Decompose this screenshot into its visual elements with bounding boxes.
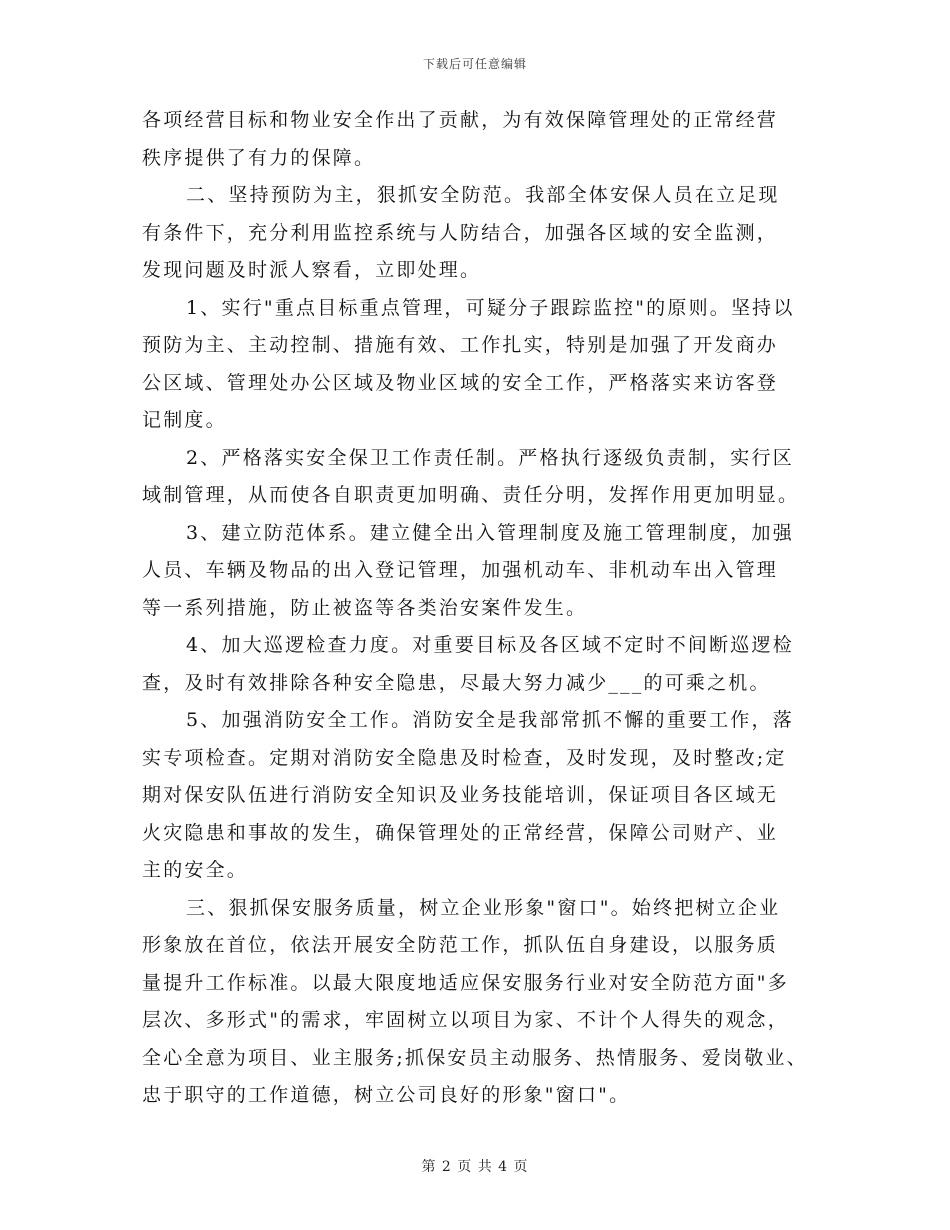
text-line: 量提升工作标准。以最大限度地适应保安服务行业对安全防范方面"多 (142, 971, 789, 994)
paragraph-item-3 (142, 515, 822, 628)
page-number-footer: 第 2 页 共 4 页 (421, 1159, 529, 1175)
text-line: 秩序提供了有力的保障。 (142, 146, 376, 169)
paragraph-section-3 (142, 890, 822, 1115)
text-line: 2、严格落实安全保卫工作责任制。严格执行逐级负责制，实行区 (186, 446, 794, 469)
text-line: 等一系列措施，防止被盗等各类治安案件发生。 (142, 596, 588, 619)
text-line: 公区域、管理处办公区域及物业区域的安全工作，严格落实来访客登 (142, 371, 779, 394)
page-header: 下载后可任意编辑 (422, 57, 527, 71)
text-line: 各项经营目标和物业安全作出了贡献，为有效保障管理处的正常经营 (142, 109, 779, 131)
paragraph-item-1 (142, 290, 822, 440)
text-line: 期对保安队伍进行消防安全知识及业务技能培训，保证项目各区域无 (142, 784, 779, 806)
text-line: 4、加大巡逻检查力度。对重要目标及各区域不定时不间断巡逻检 (186, 634, 794, 656)
text-line: 三、狠抓保安服务质量，树立企业形象"窗口"。始终把树立企业 (186, 896, 781, 919)
text-line: 主的安全。 (142, 859, 249, 881)
text-line: 实专项检查。定期对消防安全隐患及时检查，及时发现，及时整改;定 (142, 746, 787, 769)
text-line: 层次、多形式"的需求，牢固树立以项目为家、不计个人得失的观念， (142, 1009, 789, 1031)
text-line: 形象放在首位，依法开展安全防范工作，抓队伍自身建设，以服务质 (142, 934, 779, 956)
text-line: 记制度。 (142, 409, 227, 431)
text-line: 域制管理，从而使各自职责更加明确、责任分明，发挥作用更加明显。 (142, 484, 800, 506)
text-line: 忠于职守的工作道德，树立公司良好的形象"窗口"。 (142, 1084, 631, 1106)
paragraph-item-4 (142, 627, 822, 702)
document-body (142, 102, 822, 1115)
text-line: 全心全意为项目、业主服务;抓保安员主动服务、热情服务、爱岗敬业、 (142, 1046, 808, 1069)
text-line: 发现问题及时派人察看，立即处理。 (142, 259, 482, 281)
paragraph-continuation (142, 102, 822, 177)
paragraph-item-5 (142, 702, 822, 890)
text-line: 预防为主、主动控制、措施有效、工作扎实，特别是加强了开发商办 (142, 334, 779, 356)
text-line: 人员、车辆及物品的出入登记管理，加强机动车、非机动车出入管理 (142, 559, 779, 581)
text-line: 有条件下，充分利用监控系统与人防结合，加强各区域的安全监测， (142, 221, 779, 244)
text-line: 1、实行"重点目标重点管理，可疑分子跟踪监控"的原则。坚持以 (186, 296, 795, 319)
text-line: 查，及时有效排除各种安全隐患，尽最大努力减少___的可乘之机。 (142, 671, 771, 694)
paragraph-section-2 (142, 177, 822, 290)
text-line: 二、坚持预防为主，狠抓安全防范。我部全体安保人员在立足现 (186, 184, 780, 206)
text-line: 5、加强消防安全工作。消防安全是我部常抓不懈的重要工作，落 (186, 709, 794, 731)
paragraph-item-2 (142, 440, 822, 515)
text-line: 火灾隐患和事故的发生，确保管理处的正常经营，保障公司财产、业 (142, 821, 779, 844)
text-line: 3、建立防范体系。建立健全出入管理制度及施工管理制度，加强 (186, 521, 794, 544)
